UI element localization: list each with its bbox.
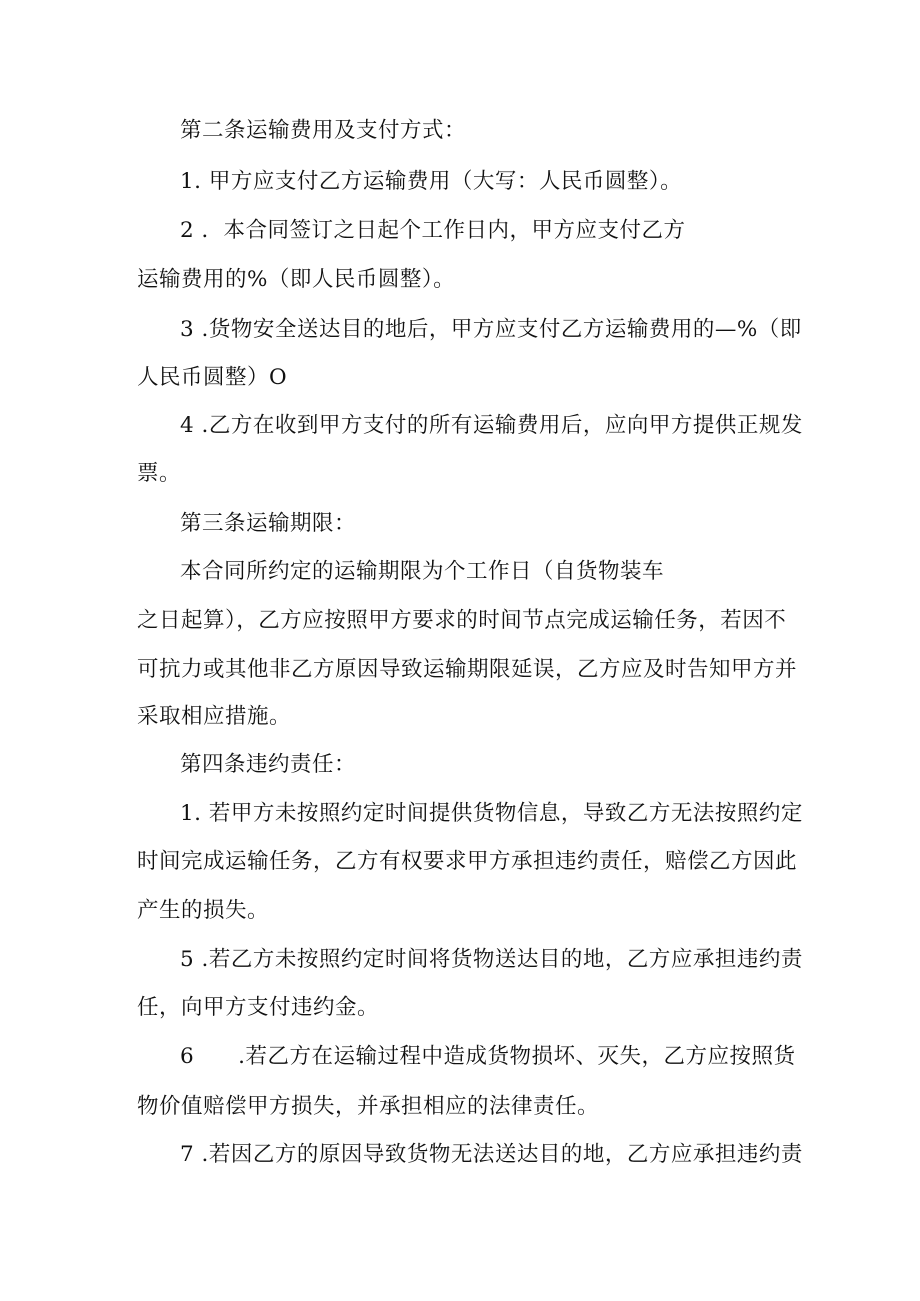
section-heading-liability: 第四条违约责任： (180, 752, 357, 777)
section-heading-period: 第三条运输期限： (180, 511, 357, 536)
clause-line: 人民币圆整）O (137, 365, 288, 390)
clause-line: 2 ．本合同签订之日起个工作日内，甲方应支付乙方 (180, 218, 686, 243)
clause-line: 物价值赔偿甲方损失，并承担相应的法律责任。 (137, 1094, 600, 1119)
clause-line: 之日起算），乙方应按照甲方要求的时间节点完成运输任务，若因不 (137, 608, 787, 633)
clause-line: 4 .乙方在收到甲方支付的所有运输费用后，应向甲方提供正规发 (180, 413, 803, 438)
clause-line: 产生的损失。 (137, 898, 270, 923)
clause-line: 5 .若乙方未按照约定时间将货物送达目的地，乙方应承担违约责 (180, 947, 803, 972)
clause-line: 本合同所约定的运输期限为个工作日（自货物装车 (180, 559, 665, 584)
clause-line: 可抗力或其他非乙方原因导致运输期限延误，乙方应及时告知甲方并 (137, 657, 798, 682)
clause-line: 票。 (137, 461, 182, 486)
section-heading-payment: 第二条运输费用及支付方式： (180, 118, 467, 143)
clause-line: 6 .若乙方在运输过程中造成货物损坏、灭失，乙方应按照货 (180, 1044, 796, 1069)
clause-line: 7 .若因乙方的原因导致货物无法送达目的地，乙方应承担违约责 (180, 1142, 803, 1167)
clause-line: 1. 若甲方未按照约定时间提供货物信息，导致乙方无法按照约定 (180, 801, 803, 826)
clause-line: 运输费用的%（即人民币圆整）。 (137, 267, 456, 292)
clause-line: 采取相应措施。 (137, 704, 292, 729)
clause-line: 1. 甲方应支付乙方运输费用（大写：人民币圆整）。 (180, 169, 683, 194)
clause-line: 任，向甲方支付违约金。 (137, 995, 380, 1020)
clause-line: 时间完成运输任务，乙方有权要求甲方承担违约责任，赔偿乙方因此 (137, 849, 798, 874)
clause-line: 3 .货物安全送达目的地后，甲方应支付乙方运输费用的—%（即 (180, 317, 802, 342)
